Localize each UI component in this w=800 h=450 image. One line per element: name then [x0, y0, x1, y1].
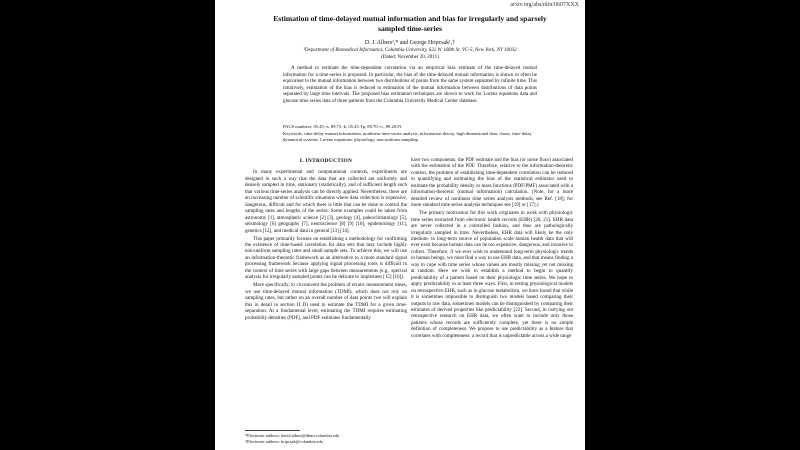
left-column [245, 158, 407, 323]
footnote-email-2: †Electronic address: hripcsak@columbia.edu [245, 438, 323, 444]
footnote-rule [245, 430, 300, 431]
paragraph: More specifically, to circumvent the problem of erratic measurement times, we use time-delayed mutual information (TDMI), which does not rely on sampling rates, but rather on an overall number of data points (we will explain this in detail in section II D) used to estimate the TDMI for a given time-separation. At a fundamental level, estimating the TDMI requires estimating probability densities (PDF), and PDF estimates fundamentally [245, 282, 407, 321]
footnotes [245, 433, 407, 444]
paper-metadata [283, 124, 537, 143]
paragraph: In many experimental and computational contexts, experiments are designed in such a way that the data that are collected are uniformly and densely sampled in time, stationary (statistically), and of sufficient length such that various time-series analysis can be directly applied. Nevertheless, there are an increasing number of scientific situations where data collection is expensive, dangerous, difficult and for which there is little that can be done to control the sampling rates and lengths of the series. Some examples could be taken from astronomy [1], atmospheric science [2] [3], geology [4], paleoclimatology [5], seismology [6] geography [7], neuroscience [8] [9] [10], epidemiology [11], genetics [12], and medical data in general [13] [14]. [245, 169, 407, 234]
title-line-1: Estimation of time-delayed mutual information and bias for irregularly and sparsely [273, 14, 547, 23]
paragraph: have two components, the PDF estimate and the bias (or noise floor) associated with the estimation of the PDF. Therefore, relative to the information-theoretic context, the problem of establishing time-dependent correlation can be reduced to quantifying and estimating the bias of the statistical estimator used to estimate the probability density or mass functions (PDF/PMF) associated with a information-theoretic (mutual information) calculation. (Note, for a more detailed review of nonlinear time series analysis methods, see Ref. [18]; for more standard time series analysis techniques see [19] or [17].) [411, 157, 573, 209]
date-line: (Dated: November 20, 2011) [381, 55, 439, 60]
title-line-2: sampled time-series [378, 23, 442, 33]
paragraph: This paper primarily focuses on establishing a methodology for confirming the existence of time-based correlation for data sets that may include highly non-uniform sampling rates and small sample sets. To achieve this, we will use an information-theoretic framework as an alternative to a more standard signal processing framework because applying signal processing tools is difficult in the context of time series with large gaps between measurements (e.g., spectral analysis for irregularly sampled points can be delicate to implement [15] [16]). [245, 235, 407, 281]
footnote-email-1: *Electronic address: david.albers@dbmi.columbia.edu [245, 433, 340, 438]
paper-title [245, 14, 575, 33]
section-heading: I. INTRODUCTION [299, 158, 353, 164]
affiliation: ¹Department of Biomedical Informatics, Columbia University, 622 W 168th St. VC-5, New York, NY 10032 [303, 48, 517, 53]
author-list: D. J. Albers¹,* and George Hripcsak¹,† [364, 40, 456, 46]
right-column [411, 157, 573, 341]
paragraph: The primary motivation for this work originates in work with physiologic time series extracted from electronic health records (EHR) [20, 21]. EHR data are never collected in a controlled fashion, and thus are pathologically irregularly sampled in time. Nevertheless, EHR data will likely be the only medium- to long-term source of population scale human health data that will ever exist because human data can be too expensive, dangerous, and invasive to collect. Therefore, if we ever wish to understand long-term physiologic trends in human beings, we must find a way to use EHR data, and that means finding a way to cope with time series whose values are mostly missing yet not missing at random. Here we wish to establish a method to begin to quantify predictability of a patient based on their physiologic time series. We hope to apply predictability in at least three ways. First, in testing physiological models on retrospective EHR, such as in glucose metabolism, we have found that while it is sometimes impossible to distinguish two models based comparing their outputs to raw data, sometimes models can be distinguished by comparing their estimates of derived properties like predictability [22]. Second, in carrying out retrospective research on EHR data, we often want to include only those patients whose records are sufficiently complete, yet there is no simple definition of completeness. We propose to use predictability as a feature that correlates with completeness: a record that is unpredictable across a wide range [411, 210, 573, 339]
paper-page [215, 0, 585, 450]
keywords: Keywords: time-delay mutual information, nonlinear time-series analysis, information theory, high dimensional data, chaos, time-delay dynamical systems, Lorenz equations, physiology, non-uniform sampling [283, 130, 532, 142]
abstract: A method to estimate the time-dependent correlation via an empirical bias estimate of the time-delayed mutual information for a time-series is proposed. In particular, the bias of the time-delayed mutual information is shown to often be equivalent to the mutual information between two distributions of points from the same system separated by infinite time. This intuitively, estimation of the bias is reduced to estimation of the mutual information between distributions of data points separated by large time intervals. The proposed bias estimation techniques are shown to work for Lorenz equations data and glucose time series data of three patients from the Columbia University Medical Center database. [283, 66, 537, 104]
pacs-numbers: PACS numbers: 05.45.-a, 89.75.-k, 05.45.Tp, 89.70.+c, 89.20.Ff [283, 124, 402, 129]
arxiv-id: arxiv.org/abs/nlin/0607XXX [510, 2, 579, 8]
